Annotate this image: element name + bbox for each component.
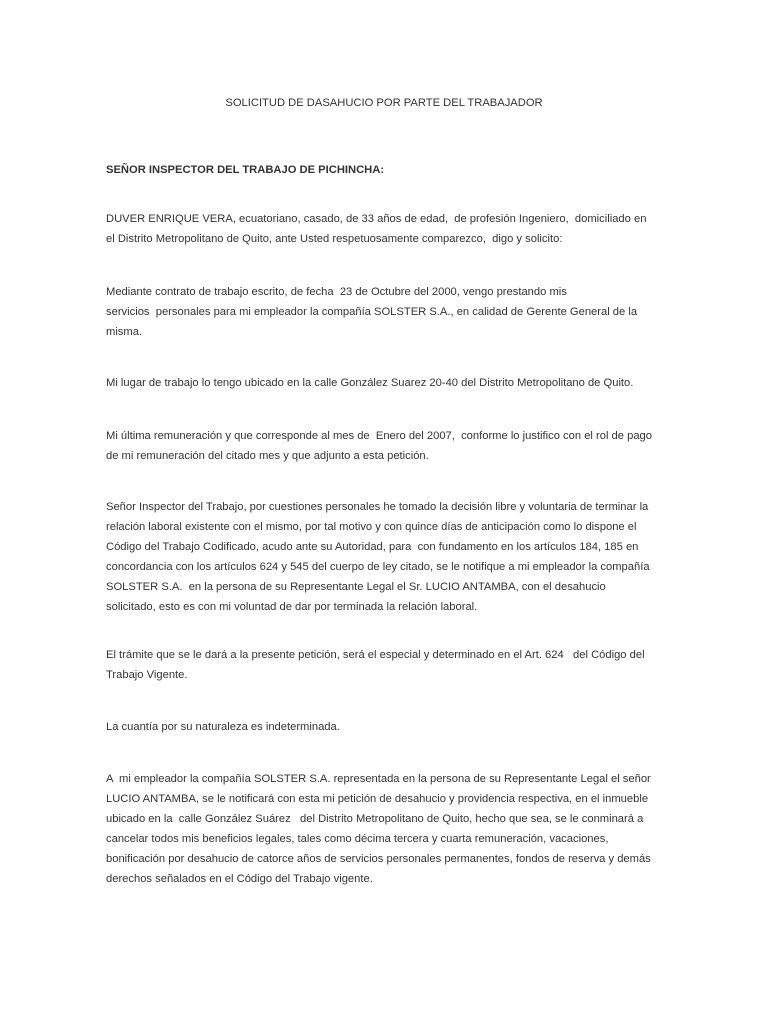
- paragraph-line: Mediante contrato de trabajo escrito, de fecha 23 de Octubre del 2000, vengo prestando mis: [106, 286, 567, 298]
- paragraph-line: A mi empleador la compañía SOLSTER S.A. representada en la persona de su Representante Legal el señor: [106, 773, 651, 785]
- paragraph-request: [106, 497, 666, 617]
- paragraph-line: El trámite que se le dará a la presente petición, será el especial y determinado en el Art. 624 del Código del: [106, 649, 645, 661]
- paragraph-line: DUVER ENRIQUE VERA, ecuatoriano, casado, de 33 años de edad, de profesión Ingeniero, domiciliado en: [106, 213, 647, 225]
- document-title: SOLICITUD DE DASAHUCIO POR PARTE DEL TRABAJADOR: [225, 97, 543, 109]
- paragraph-notification: [106, 769, 666, 889]
- paragraph-line: relación laboral existente con el mismo, por tal motivo y con quince días de anticipación como lo dispone el: [106, 521, 637, 533]
- paragraph-line: derechos señalados en el Código del Trabajo vigente.: [106, 873, 373, 885]
- paragraph-line: La cuantía por su naturaleza es indeterminada.: [106, 721, 340, 733]
- paragraph-line: Mi lugar de trabajo lo tengo ubicado en la calle González Suarez 20-40 del Distrito Metropolitano de Quito.: [106, 377, 634, 389]
- paragraph-procedure: [106, 645, 666, 685]
- addressee-heading: SEÑOR INSPECTOR DEL TRABAJO DE PICHINCHA:: [106, 164, 385, 176]
- paragraph-line: Código del Trabajo Codificado, acudo ante su Autoridad, para con fundamento en los artículos 184, 185 en: [106, 541, 639, 553]
- paragraph-line: ubicado en la calle González Suárez del Distrito Metropolitano de Quito, hecho que sea, se le conminará a: [106, 813, 644, 825]
- paragraph-line: SOLSTER S.A. en la persona de su Representante Legal el Sr. LUCIO ANTAMBA, con el desahucio: [106, 581, 606, 593]
- paragraph-remuneration: [106, 426, 666, 466]
- paragraph-line: Señor Inspector del Trabajo, por cuestiones personales he tomado la decisión libre y voluntaria de terminar la: [106, 501, 649, 513]
- paragraph-line: concordancia con los artículos 624 y 545 del cuerpo de ley citado, se le notifique a mi empleador la compañía: [106, 561, 650, 573]
- paragraph-line: cancelar todos mis beneficios legales, tales como décima tercera y cuarta remuneración, vacaciones,: [106, 833, 609, 845]
- paragraph-amount: [106, 717, 666, 737]
- paragraph-line: de mi remuneración del citado mes y que adjunto a esta petición.: [106, 450, 429, 462]
- paragraph-line: LUCIO ANTAMBA, se le notificará con esta mi petición de desahucio y providencia respectiva, en el inmueble: [106, 793, 649, 805]
- paragraph-line: Mi última remuneración y que corresponde al mes de Enero del 2007, conforme lo justifico con el rol de pago: [106, 430, 652, 442]
- paragraph-workplace: [106, 373, 666, 393]
- paragraph-line: Trabajo Vigente.: [106, 669, 188, 681]
- paragraph-line: misma.: [106, 326, 143, 338]
- paragraph-line: el Distrito Metropolitano de Quito, ante Usted respetuosamente comparezco, digo y solicito:: [106, 233, 563, 245]
- paragraph-contract: [106, 282, 666, 342]
- paragraph-line: bonificación por desahucio de catorce años de servicios personales permanentes, fondos de reserva y demás: [106, 853, 651, 865]
- paragraph-line: solicitado, esto es con mi voluntad de dar por terminada la relación laboral.: [106, 601, 478, 613]
- paragraph-line: servicios personales para mi empleador la compañía SOLSTER S.A., en calidad de Gerente General de la: [106, 306, 638, 318]
- paragraph-intro: [106, 209, 666, 249]
